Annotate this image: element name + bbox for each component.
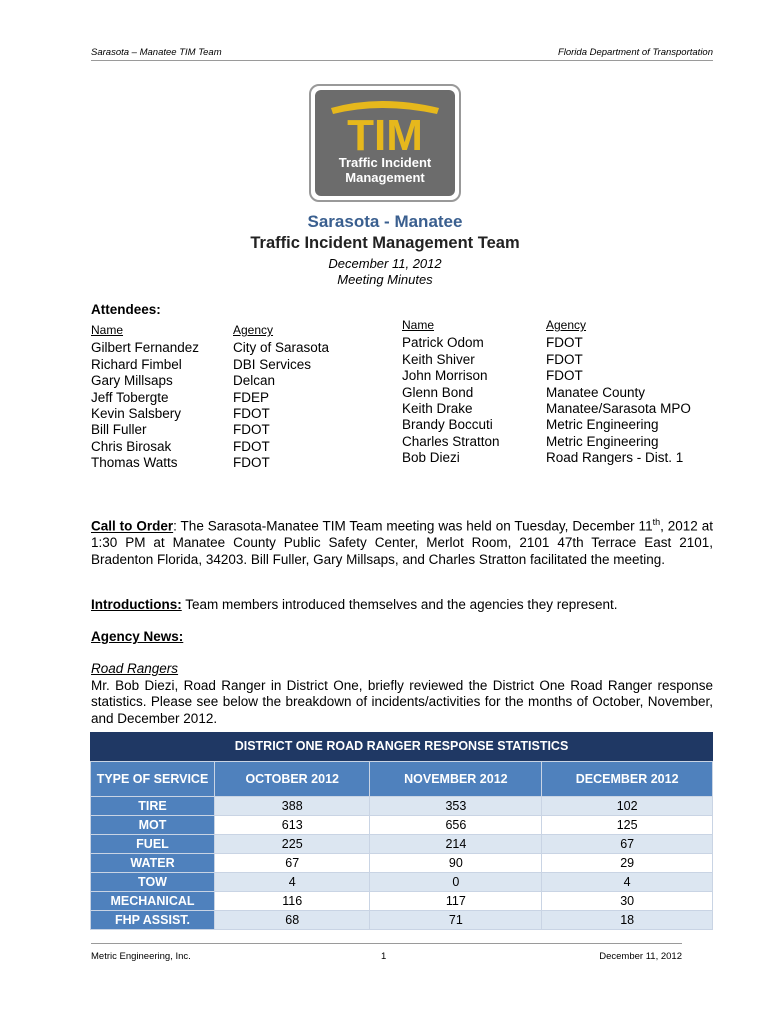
- stats-row: [91, 873, 713, 892]
- attendee-agency: Road Rangers - Dist. 1: [546, 450, 684, 466]
- stats-value-cell: 225: [215, 835, 370, 854]
- road-rangers-label: Road Rangers: [91, 661, 179, 676]
- call-to-order-text-a: : The Sarasota-Manatee TIM Team meeting was held on Tuesday, December 11: [173, 518, 653, 534]
- introductions-paragraph: [91, 597, 713, 614]
- service-type-label: WATER: [91, 854, 215, 873]
- service-type-label: MECHANICAL: [91, 892, 215, 911]
- page-footer: [91, 943, 682, 963]
- stats-value-cell: 353: [370, 797, 542, 816]
- stats-value-cell: 214: [370, 835, 542, 854]
- attendee-name: Chris Birosak: [91, 438, 172, 454]
- ordinal-suffix: th: [652, 517, 661, 527]
- introductions-text: Team members introduced themselves and the agencies they represent.: [181, 597, 618, 612]
- stats-value-cell: 102: [542, 797, 713, 816]
- stats-grid: [90, 761, 713, 930]
- attendee-name: Keith Shiver: [402, 351, 475, 367]
- logo-line-2: Management: [345, 170, 425, 185]
- tim-logo: [309, 84, 461, 202]
- stats-value-cell: 30: [542, 892, 713, 911]
- attendee-name: Patrick Odom: [402, 335, 484, 351]
- attendee-agency: City of Sarasota: [233, 340, 330, 356]
- stats-row: [91, 816, 713, 835]
- attendee-agency: FDOT: [233, 455, 270, 471]
- stats-corner-cell: TYPE OF SERVICE: [91, 762, 215, 797]
- footer-right: December 11, 2012: [599, 951, 682, 962]
- introductions-label: Introductions:: [91, 597, 182, 612]
- stats-value-cell: 117: [370, 892, 542, 911]
- agency-news-label: Agency News:: [91, 629, 184, 644]
- attendee-agency: Metric Engineering: [546, 417, 659, 433]
- attendee-agency: FDOT: [546, 368, 583, 384]
- call-to-order-label: Call to Order: [91, 518, 174, 534]
- attendee-name: Gary Millsaps: [91, 373, 173, 389]
- agency-column-header: Agency: [233, 323, 274, 337]
- service-type-label: FUEL: [91, 835, 215, 854]
- page-number: 1: [381, 951, 387, 962]
- stats-header-row: [91, 762, 713, 797]
- attendees-right-names: [402, 317, 500, 467]
- attendee-name: Bob Diezi: [402, 450, 460, 466]
- service-type-label: MOT: [91, 816, 215, 835]
- attendee-agency: FDOT: [233, 406, 270, 422]
- attendees-right-agencies: [546, 317, 691, 467]
- attendee-agency: FDOT: [233, 422, 270, 438]
- logo-line-1: Traffic Incident: [338, 155, 432, 170]
- service-type-label: FHP ASSIST.: [91, 911, 215, 930]
- service-type-label: TOW: [91, 873, 215, 892]
- attendee-agency: Manatee County: [546, 384, 646, 400]
- stats-value-cell: 125: [542, 816, 713, 835]
- attendee-agency: Delcan: [233, 373, 276, 389]
- attendees-left-agencies: [233, 322, 329, 472]
- call-to-order-paragraph: [91, 514, 713, 568]
- road-rangers-section: [91, 661, 713, 727]
- attendee-name: Glenn Bond: [402, 384, 474, 400]
- stats-value-cell: 0: [370, 873, 542, 892]
- stats-column-header: NOVEMBER 2012: [370, 762, 542, 797]
- attendee-agency: DBI Services: [233, 356, 312, 372]
- stats-table-title: DISTRICT ONE ROAD RANGER RESPONSE STATISTICS: [90, 732, 713, 761]
- stats-value-cell: 90: [370, 854, 542, 873]
- attendees-left-names: [91, 322, 199, 472]
- attendees-heading: Attendees:: [91, 302, 161, 317]
- stats-value-cell: 656: [370, 816, 542, 835]
- attendee-name: Gilbert Fernandez: [91, 340, 200, 356]
- stats-row: [91, 854, 713, 873]
- stats-value-cell: 18: [542, 911, 713, 930]
- agency-column-header: Agency: [546, 318, 587, 332]
- stats-value-cell: 67: [215, 854, 370, 873]
- stats-row: [91, 892, 713, 911]
- attendee-name: Bill Fuller: [91, 422, 147, 438]
- logo-graphic: [311, 86, 459, 200]
- footer-left: Metric Engineering, Inc.: [91, 951, 191, 962]
- stats-value-cell: 4: [542, 873, 713, 892]
- name-column-header: Name: [402, 318, 435, 332]
- stats-row: [91, 797, 713, 816]
- attendee-name: Charles Stratton: [402, 433, 500, 449]
- attendee-name: Richard Fimbel: [91, 356, 182, 372]
- stats-value-cell: 116: [215, 892, 370, 911]
- attendee-name: John Morrison: [402, 368, 488, 384]
- attendee-name: Keith Drake: [402, 401, 473, 417]
- agency-news-heading: [91, 629, 713, 646]
- stats-value-cell: 68: [215, 911, 370, 930]
- document-title: Sarasota - Manatee: [307, 212, 463, 231]
- header-left: Sarasota – Manatee TIM Team: [91, 47, 222, 58]
- name-column-header: Name: [91, 323, 124, 337]
- attendee-agency: FDOT: [546, 335, 583, 351]
- service-type-label: TIRE: [91, 797, 215, 816]
- call-to-order-text-b: , 2012 at 1:30 PM at Manatee County Public Safety Center, Merlot Room, 2101 47th Terrace East 2101, Bradenton Florida, 34203. Bill Fuller, Gary Millsaps, and Charles Stratton facilitated the meeting.: [91, 518, 713, 567]
- attendee-agency: FDEP: [233, 389, 270, 405]
- stats-value-cell: 4: [215, 873, 370, 892]
- attendee-name: Brandy Boccuti: [402, 417, 493, 433]
- stats-column-header: DECEMBER 2012: [542, 762, 713, 797]
- road-ranger-stats-table: [90, 732, 713, 930]
- logo-big-text: TIM: [347, 111, 423, 160]
- meeting-minutes-label: Meeting Minutes: [337, 272, 433, 287]
- stats-row: [91, 911, 713, 930]
- attendee-agency: FDOT: [233, 438, 270, 454]
- road-rangers-text: Mr. Bob Diezi, Road Ranger in District One, briefly reviewed the District One Road Ranger response statistics. Please see below the breakdown of incidents/activities for the months of October, November, and December 2012.: [91, 677, 713, 726]
- stats-column-header: OCTOBER 2012: [215, 762, 370, 797]
- attendee-name: Jeff Tobergte: [91, 389, 169, 405]
- attendee-agency: Manatee/Sarasota MPO: [546, 401, 691, 417]
- document-subtitle: Traffic Incident Management Team: [250, 234, 520, 252]
- attendee-name: Kevin Salsbery: [91, 406, 182, 422]
- header-right: Florida Department of Transportation: [557, 47, 713, 58]
- stats-value-cell: 67: [542, 835, 713, 854]
- attendee-name: Thomas Watts: [91, 455, 178, 471]
- stats-value-cell: 388: [215, 797, 370, 816]
- page-header: [91, 47, 713, 61]
- attendee-agency: FDOT: [546, 351, 583, 367]
- meeting-date: December 11, 2012: [328, 256, 442, 271]
- stats-row: [91, 835, 713, 854]
- stats-value-cell: 29: [542, 854, 713, 873]
- stats-value-cell: 71: [370, 911, 542, 930]
- attendee-agency: Metric Engineering: [546, 433, 659, 449]
- stats-value-cell: 613: [215, 816, 370, 835]
